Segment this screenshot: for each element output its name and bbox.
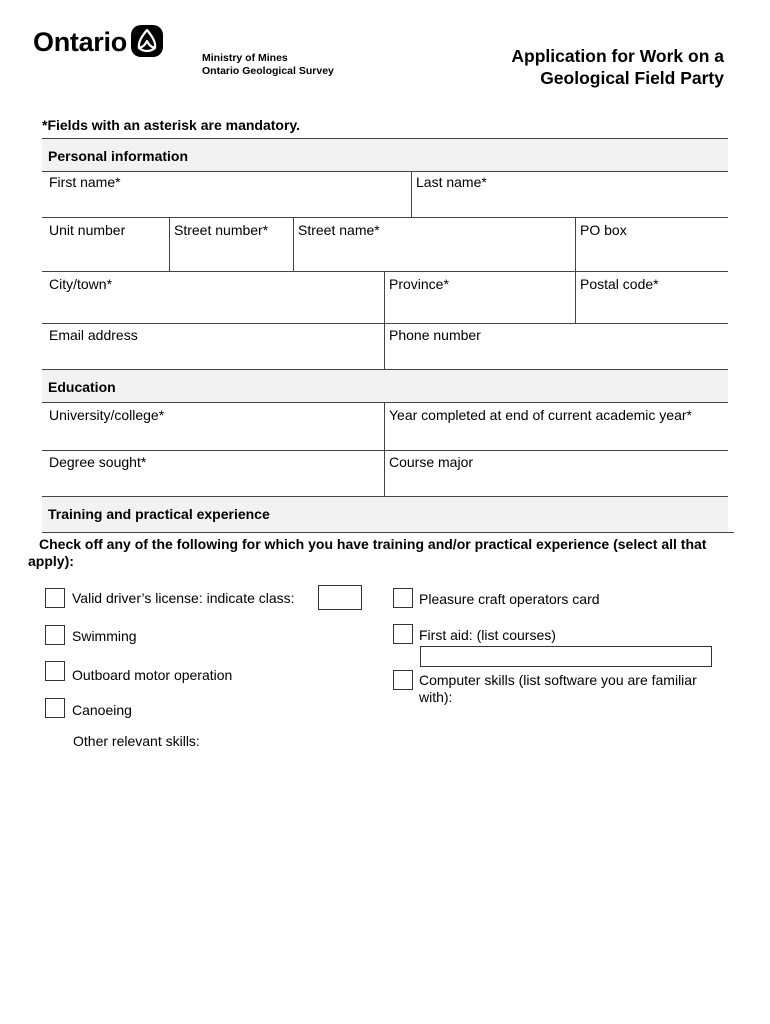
- ministry-name: Ministry of Mines: [202, 52, 288, 64]
- computer-skills-label: Computer skills (list software you are familiar with):: [419, 672, 697, 705]
- ontario-logo-text: Ontario: [33, 27, 127, 57]
- license-class-input[interactable]: [318, 585, 362, 610]
- course-major-field[interactable]: Course major: [389, 454, 474, 470]
- mandatory-note: *Fields with an asterisk are mandatory.: [42, 117, 301, 133]
- training-heading: Training and practical experience: [48, 506, 270, 522]
- form-title-line1: Application for Work on a: [511, 46, 724, 66]
- canoeing-checkbox[interactable]: [45, 698, 65, 718]
- po-box-field[interactable]: PO box: [580, 222, 627, 238]
- form-title-line2: Geological Field Party: [540, 68, 724, 88]
- pleasure-craft-checkbox[interactable]: [393, 588, 413, 608]
- trillium-logo-icon: [130, 24, 164, 58]
- street-number-field[interactable]: Street number*: [174, 222, 269, 238]
- phone-field[interactable]: Phone number: [389, 327, 481, 343]
- city-field[interactable]: City/town*: [49, 276, 113, 292]
- other-skills-label: Other relevant skills:: [73, 733, 200, 749]
- street-name-field[interactable]: Street name*: [298, 222, 380, 238]
- swimming-label: Swimming: [72, 628, 137, 644]
- personal-section-header: [42, 139, 728, 171]
- email-field[interactable]: Email address: [49, 327, 138, 343]
- swimming-checkbox[interactable]: [45, 625, 65, 645]
- survey-name: Ontario Geological Survey: [202, 65, 334, 77]
- training-section-header: [42, 497, 728, 532]
- degree-field[interactable]: Degree sought*: [49, 454, 147, 470]
- last-name-field[interactable]: Last name*: [416, 174, 487, 190]
- outboard-label: Outboard motor operation: [72, 667, 233, 683]
- computer-skills-checkbox[interactable]: [393, 670, 413, 690]
- form-title: [511, 45, 724, 89]
- education-section-header: [42, 370, 728, 402]
- training-instructions: Check off any of the following for which you have training and/or practical experience (select all that apply):: [28, 536, 707, 569]
- postal-code-field[interactable]: Postal code*: [580, 276, 659, 292]
- canoeing-label: Canoeing: [72, 702, 132, 718]
- drivers-license-label: Valid driver’s license: indicate class:: [72, 590, 295, 606]
- ministry-block: [202, 52, 334, 78]
- first-aid-label: First aid: (list courses): [419, 627, 556, 643]
- first-aid-courses-input[interactable]: [420, 646, 712, 667]
- education-heading: Education: [48, 379, 116, 395]
- pleasure-craft-label: Pleasure craft operators card: [419, 591, 600, 607]
- year-completed-field[interactable]: Year completed at end of current academic year*: [389, 407, 692, 423]
- drivers-license-checkbox[interactable]: [45, 588, 65, 608]
- personal-heading: Personal information: [48, 148, 189, 164]
- outboard-checkbox[interactable]: [45, 661, 65, 681]
- unit-number-field[interactable]: Unit number: [49, 222, 126, 238]
- university-field[interactable]: University/college*: [49, 407, 165, 423]
- first-aid-checkbox[interactable]: [393, 624, 413, 644]
- province-field[interactable]: Province*: [389, 276, 449, 292]
- first-name-field[interactable]: First name*: [49, 174, 121, 190]
